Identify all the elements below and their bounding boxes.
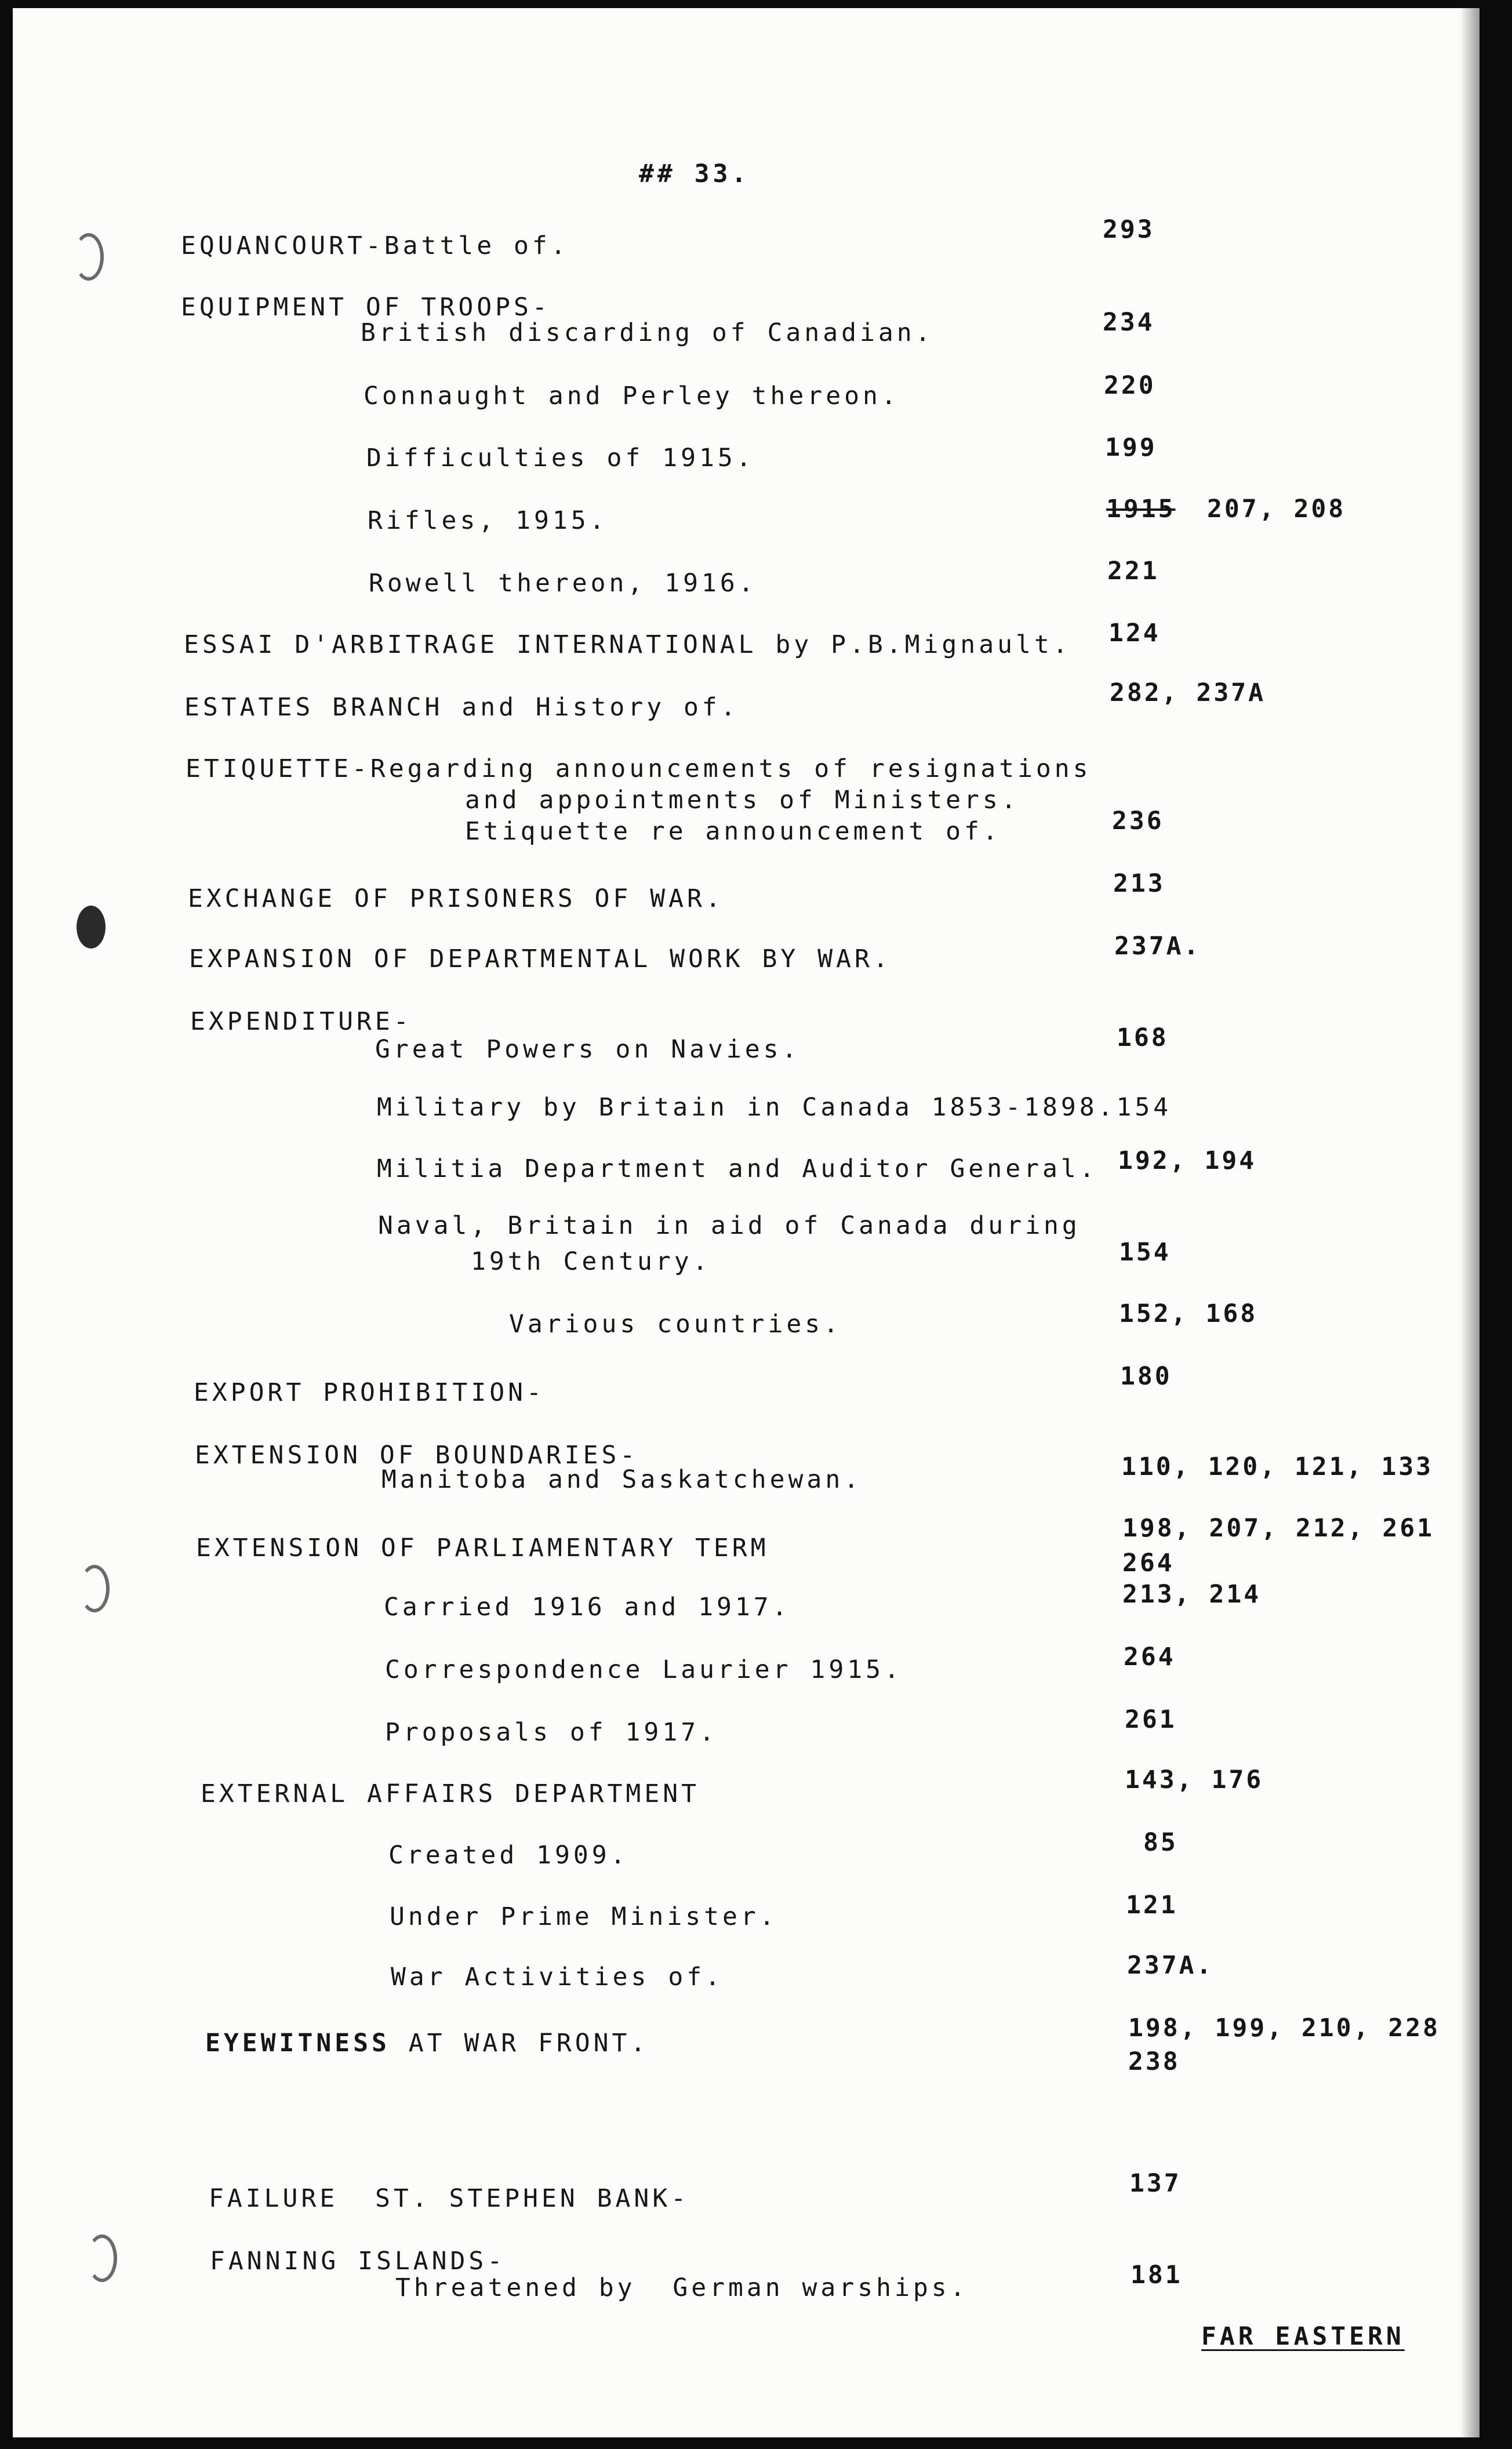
page-ref: 213 [1113, 869, 1165, 898]
page-ref: 220 [1104, 371, 1156, 400]
eyewitness-word: EYEWITNESS [205, 2029, 390, 2058]
page-ref: 152, 168 [1119, 1299, 1258, 1328]
page-ref: 207, 208 [1207, 495, 1346, 524]
index-subentry: 19th Century. [471, 1247, 711, 1276]
punch-hole-mark [77, 906, 106, 949]
index-heading: EXPORT PROHIBITION- [194, 1378, 545, 1407]
index-heading: EXTENSION OF PARLIAMENTARY TERM [196, 1534, 769, 1563]
page-ref: 293 [1103, 215, 1155, 244]
index-subentry: Carried 1916 and 1917. [384, 1593, 791, 1622]
page-ref: 261 [1125, 1705, 1177, 1734]
page-ref: 282, 237A [1110, 678, 1266, 707]
page-ref: 234 [1103, 308, 1155, 337]
index-subentry: Rifles, 1915. [368, 506, 608, 535]
index-heading: EXPANSION OF DEPARTMENTAL WORK BY WAR. [189, 944, 892, 973]
page-ref: 238 [1128, 2047, 1180, 2076]
index-heading: EQUANCOURT-Battle of. [181, 231, 569, 260]
index-heading: FAILURE ST. STEPHEN BANK- [209, 2184, 690, 2213]
page-ref: 168 [1117, 1023, 1169, 1052]
page-ref: 121 [1126, 1891, 1178, 1920]
index-subentry: Naval, Britain in aid of Canada during [378, 1211, 1081, 1240]
index-subentry: British discarding of Canadian. [361, 318, 934, 347]
index-subentry: Correspondence Laurier 1915. [385, 1655, 903, 1684]
index-heading: FANNING ISLANDS- [210, 2247, 506, 2276]
index-heading: ETIQUETTE-Regarding announcements of resignations [186, 754, 1092, 783]
page-ref: 181 [1131, 2261, 1183, 2290]
page-ref: 199 [1105, 433, 1157, 462]
index-subentry: Proposals of 1917. [385, 1718, 718, 1747]
page-edge-shadow [1460, 8, 1480, 2437]
page-ref: 236 [1112, 806, 1164, 835]
page-ref: 198, 207, 212, 261 [1122, 1514, 1434, 1543]
page-ref: 213, 214 [1122, 1580, 1262, 1609]
index-subentry: Rowell thereon, 1916. [369, 569, 757, 598]
index-heading: EXTERNAL AFFAIRS DEPARTMENT [201, 1779, 700, 1808]
punch-hole-mark [87, 2234, 117, 2282]
page-ref: 264 [1122, 1549, 1175, 1578]
document-page [13, 8, 1480, 2437]
index-subentry: Various countries. [509, 1310, 842, 1339]
page-ref: 110, 120, 121, 133 [1121, 1452, 1433, 1481]
punch-hole-mark [79, 1565, 110, 1612]
index-subentry: Militia Department and Auditor General. [377, 1154, 1098, 1183]
page-ref: 264 [1124, 1643, 1176, 1672]
heading-rest: AT WAR FRONT. [390, 2029, 649, 2058]
index-subentry: War Activities of. [391, 1963, 724, 1992]
page-ref: 124 [1108, 619, 1161, 648]
index-heading: EQUIPMENT OF TROOPS- [181, 293, 551, 322]
page-ref: 237A. [1127, 1951, 1214, 1980]
index-heading [205, 2028, 649, 2058]
index-heading: EXPENDITURE- [190, 1007, 412, 1036]
index-heading: ESTATES BRANCH and History of. [184, 693, 739, 722]
page-ref: 154 [1119, 1238, 1171, 1267]
index-subentry: Military by Britain in Canada 1853-1898.154 [377, 1093, 1172, 1122]
struck-page-ref: 1915 [1106, 495, 1176, 524]
index-subentry: Great Powers on Navies. [375, 1035, 801, 1064]
page-ref: 198, 199, 210, 228 [1128, 2014, 1440, 2043]
page-ref: 192, 194 [1118, 1146, 1257, 1175]
index-heading: EXTENSION OF BOUNDARIES- [195, 1441, 639, 1470]
index-heading: EXCHANGE OF PRISONERS OF WAR. [188, 884, 724, 913]
page-ref: 143, 176 [1125, 1765, 1264, 1794]
punch-hole-mark [74, 233, 104, 281]
index-subentry: Difficulties of 1915. [366, 444, 755, 473]
page-ref: 221 [1107, 557, 1160, 586]
index-heading: ESSAI D'ARBITRAGE INTERNATIONAL by P.B.Mignault. [184, 630, 1071, 659]
index-subentry: Etiquette re announcement of. [465, 817, 1001, 846]
page-ref: 137 [1129, 2169, 1182, 2198]
index-subentry: and appointments of Ministers. [465, 786, 1020, 815]
page-ref: 180 [1120, 1362, 1172, 1391]
index-subentry: Under Prime Minister. [390, 1902, 778, 1931]
page-number-header: ## 33. [639, 159, 750, 188]
page-ref: 85 [1143, 1828, 1178, 1857]
index-subentry: Manitoba and Saskatchewan. [381, 1465, 863, 1494]
continuation-catchword: FAR EASTERN [1201, 2322, 1405, 2351]
page-ref: 237A. [1114, 932, 1201, 961]
index-subentry: Threatened by German warships. [395, 2273, 969, 2302]
index-subentry: Created 1909. [388, 1841, 629, 1870]
index-subentry: Connaught and Perley thereon. [364, 381, 900, 410]
